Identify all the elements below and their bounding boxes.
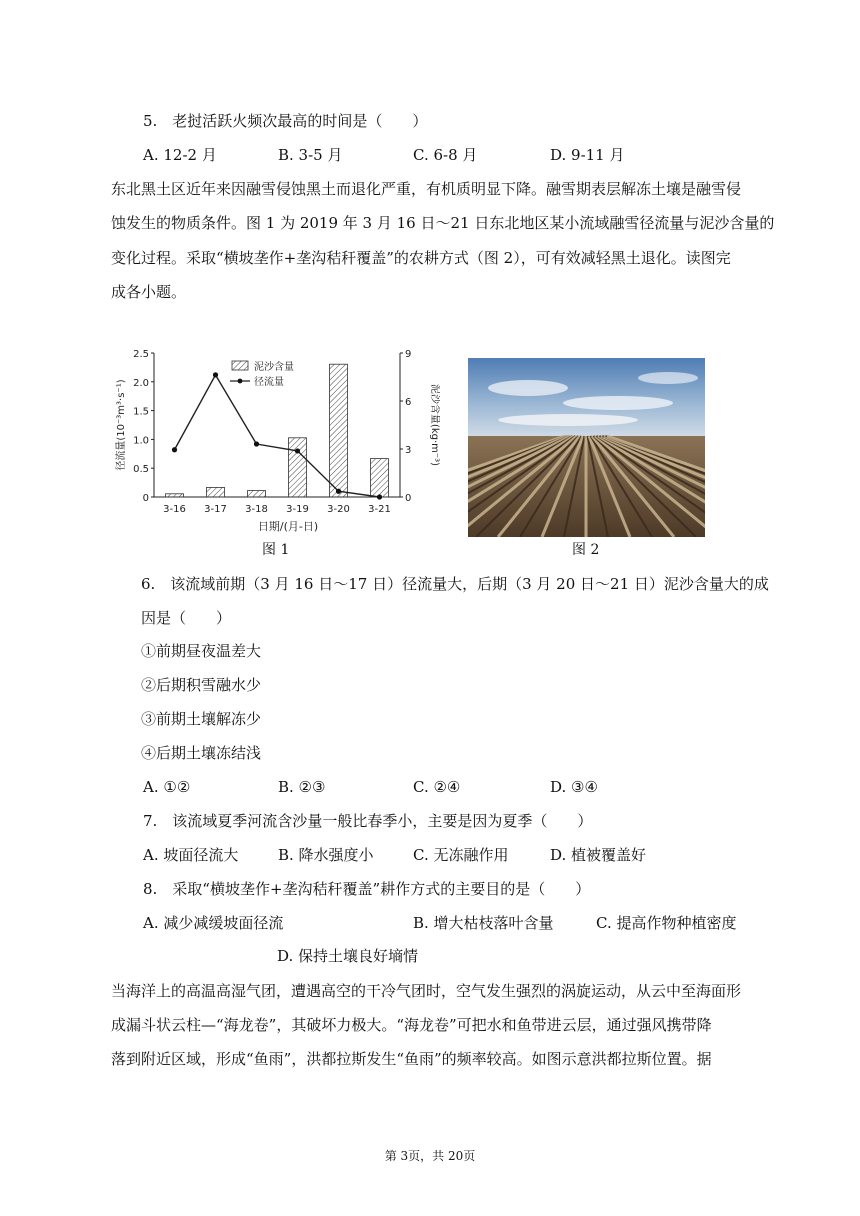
runoff-line [175, 375, 380, 497]
page-footer: 第 3页，共 20页 [384, 1149, 476, 1163]
q8-option-d: D. 保持土壤良好墒情 [277, 947, 419, 965]
legend-marker-runoff [238, 379, 243, 384]
y-tick-label-right: 6 [405, 397, 412, 408]
runoff-point [295, 448, 300, 453]
figure-2-field-photo [468, 358, 705, 537]
q6-item-2: ②后期积雪融水少 [141, 676, 262, 694]
q7-option-c: C. 无冻融作用 [413, 846, 509, 864]
bar-sediment [247, 491, 265, 497]
bar-sediment [165, 494, 183, 497]
passage1-line: 成各小题。 [111, 283, 187, 301]
passage2-line: 当海洋上的高温高湿气团，遭遇高空的干冷气团时，空气发生强烈的涡旋运动，从云中至海面形 [111, 982, 742, 1000]
y-tick-label-right: 9 [405, 349, 412, 360]
q5-stem: 5. 老挝活跃火频次最高的时间是（ ） [143, 112, 428, 130]
runoff-point [254, 441, 259, 446]
q6-item-3: ③前期土壤解冻少 [141, 710, 262, 728]
q6-option-b: B. ②③ [278, 778, 326, 796]
legend-swatch-sediment [232, 361, 248, 370]
q8-stem: 8. 采取“横坡垄作+垄沟秸秆覆盖”耕作方式的主要目的是（ ） [143, 880, 591, 898]
q5-option-c: C. 6-8 月 [413, 146, 478, 164]
legend-label-runoff: 径流量 [254, 377, 284, 388]
figure-1-chart [110, 345, 440, 535]
q5-option-a: A. 12-2 月 [143, 146, 217, 164]
y-tick-label-left: 0.5 [133, 464, 149, 476]
legend-label-sediment: 泥沙含量 [254, 362, 294, 373]
y-axis-label-right: 泥沙含量(kg·m⁻³) [429, 383, 440, 467]
bar-sediment [329, 364, 347, 497]
x-axis-label: 日期/(月-日) [257, 520, 319, 533]
q6-option-d: D. ③④ [550, 778, 598, 796]
q8-option-b: B. 增大枯枝落叶含量 [413, 914, 554, 932]
passage2-line: 落到附近区域，形成“鱼雨”，洪都拉斯发生“鱼雨”的频率较高。如图示意洪都拉斯位置。据 [111, 1050, 712, 1068]
runoff-point [336, 489, 341, 494]
y-axis-label-left: 径流量(10⁻³m³·s⁻¹) [116, 379, 127, 471]
y-tick-label-left: 0 [142, 493, 149, 504]
q7-stem: 7. 该流域夏季河流含沙量一般比春季小，主要是因为夏季（ ） [143, 812, 593, 830]
q7-option-b: B. 降水强度小 [278, 846, 374, 864]
q6-stem-continued: 因是（ ） [141, 609, 232, 627]
q5-option-d: D. 9-11 月 [550, 146, 625, 164]
bar-sediment [370, 459, 388, 497]
y-tick-label-left: 1.0 [133, 435, 149, 447]
passage1-line: 蚀发生的物质条件。图 1 为 2019 年 3 月 16 日～21 日东北地区某小流域融雪径流量与泥沙含量的 [111, 214, 775, 232]
q6-item-1: ①前期昼夜温差大 [141, 642, 262, 660]
x-tick-label: 3-19 [286, 504, 309, 515]
y-tick-label-left: 2.5 [133, 349, 149, 360]
runoff-point [172, 447, 177, 452]
x-tick-label: 3-18 [245, 504, 268, 515]
y-tick-label-right: 0 [405, 493, 412, 504]
runoff-point [377, 494, 382, 499]
q6-item-4: ④后期土壤冻结浅 [141, 744, 262, 762]
x-tick-label: 3-21 [368, 504, 391, 515]
q6-option-c: C. ②④ [413, 778, 461, 796]
passage2-line: 成漏斗状云柱—“海龙卷”，其破坏力极大。“海龙卷”可把水和鱼带进云层，通过强风携带降 [111, 1016, 712, 1034]
passage1-line: 东北黑土区近年来因融雪侵蚀黑土而退化严重，有机质明显下降。融雪期表层解冻土壤是融雪侵 [111, 180, 742, 198]
q5-option-b: B. 3-5 月 [278, 146, 343, 164]
passage1-line: 变化过程。采取“横坡垄作+垄沟秸秆覆盖”的农耕方式（图 2），可有效减轻黑土退化。读图完 [111, 249, 731, 267]
x-tick-label: 3-20 [327, 504, 350, 515]
y-tick-label-left: 2.0 [133, 377, 149, 389]
bar-sediment [206, 487, 224, 497]
x-tick-label: 3-17 [204, 504, 227, 515]
x-tick-label: 3-16 [163, 504, 186, 515]
q8-option-c: C. 提高作物种植密度 [596, 914, 737, 932]
q8-option-a: A. 减少减缓坡面径流 [143, 914, 284, 932]
runoff-point [213, 372, 218, 377]
q7-option-d: D. 植被覆盖好 [550, 846, 647, 864]
q7-option-a: A. 坡面径流大 [143, 846, 239, 864]
q6-option-a: A. ①② [143, 778, 191, 796]
y-tick-label-left: 1.5 [133, 406, 149, 418]
y-tick-label-right: 3 [405, 445, 412, 456]
figure-2-caption: 图 2 [572, 542, 600, 558]
figure-1-caption: 图 1 [262, 542, 290, 558]
q6-stem: 6. 该流域前期（3 月 16 日～17 日）径流量大，后期（3 月 20 日～21 日）泥沙含量大的成 [141, 575, 769, 593]
bar-sediment [288, 438, 306, 497]
